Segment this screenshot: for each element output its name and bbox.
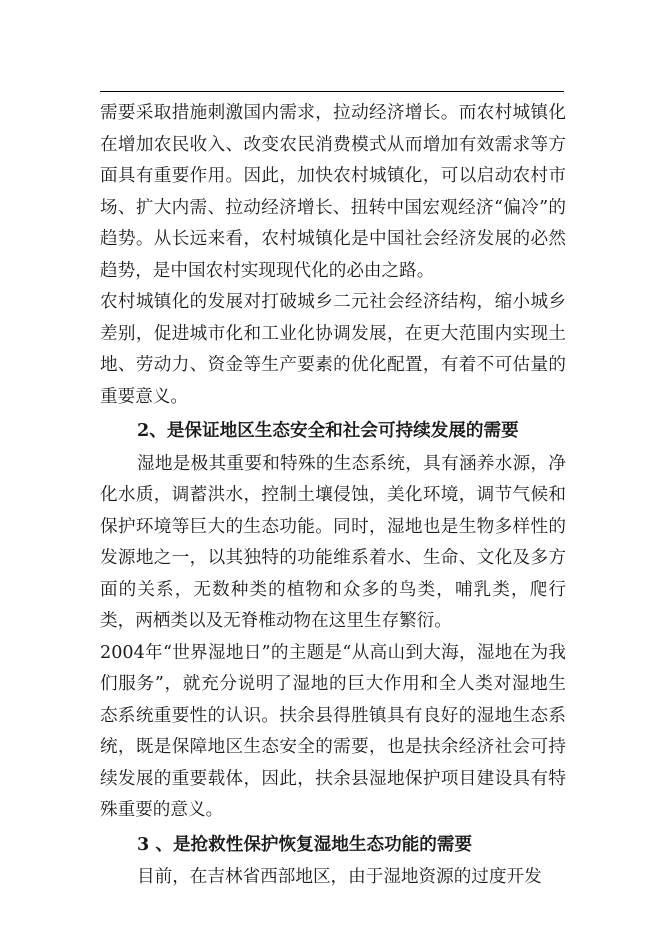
paragraph-wetland-ecosystem: 湿地是极其重要和特殊的生态系统，具有涵养水源，净化水质，调蓄洪水，控制土壤侵蚀，美化环境，调节气候和保护环境等巨大的生态功能。同时，湿地也是生物多样性的发源地之一，以其独特的功能维系着水、生命、文化及多方面的关系，无数种类的植物和众多的鸟类，哺乳类，爬行类，两栖类以及无脊椎动物在这里生存繁衍。 [100,453,566,631]
header-rule [100,91,564,92]
document-body [100,98,566,894]
paragraph-jilin-wetland: 目前，在吉林省西部地区，由于湿地资源的过度开发 [137,867,542,887]
paragraph-urbanization-significance: 农村城镇化的发展对打破城乡二元社会经济结构，缩小城乡差别，促进城市化和工业化协调发展，在更大范围内实现土地、劳动力、资金等生产要素的优化配置，有着不可估量的重要意义。 [100,292,566,407]
paragraph-urbanization-demand: 需要采取措施刺激国内需求，拉动经济增长。而农村城镇化在增加农民收入、改变农民消费模式从而增加有效需求等方面具有重要作用。因此，加快农村城镇化，可以启动农村市场、扩大内需、拉动经济增长、扭转中国宏观经济“偏冷”的趋势。从长远来看，农村城镇化是中国社会经济发展的必然趋势，是中国农村实现现代化的必由之路。 [100,103,566,281]
paragraph-world-wetland-day: 2004年“世界湿地日”的主题是“从高山到大海，湿地在为我们服务”，就充分说明了湿地的巨大作用和全人类对湿地生态系统重要性的认识。扶余县得胜镇具有良好的湿地生态系统，既是保障地区生态安全的需要，也是扶余经济社会可持续发展的重要载体，因此，扶余县湿地保护项目建设具有特殊重要的意义。 [100,642,566,820]
section-heading-2: 2、是保证地区生态安全和社会可持续发展的需要 [137,420,519,441]
section-heading-3: 3 、是抢救性保护恢复湿地生态功能的需要 [137,833,473,855]
